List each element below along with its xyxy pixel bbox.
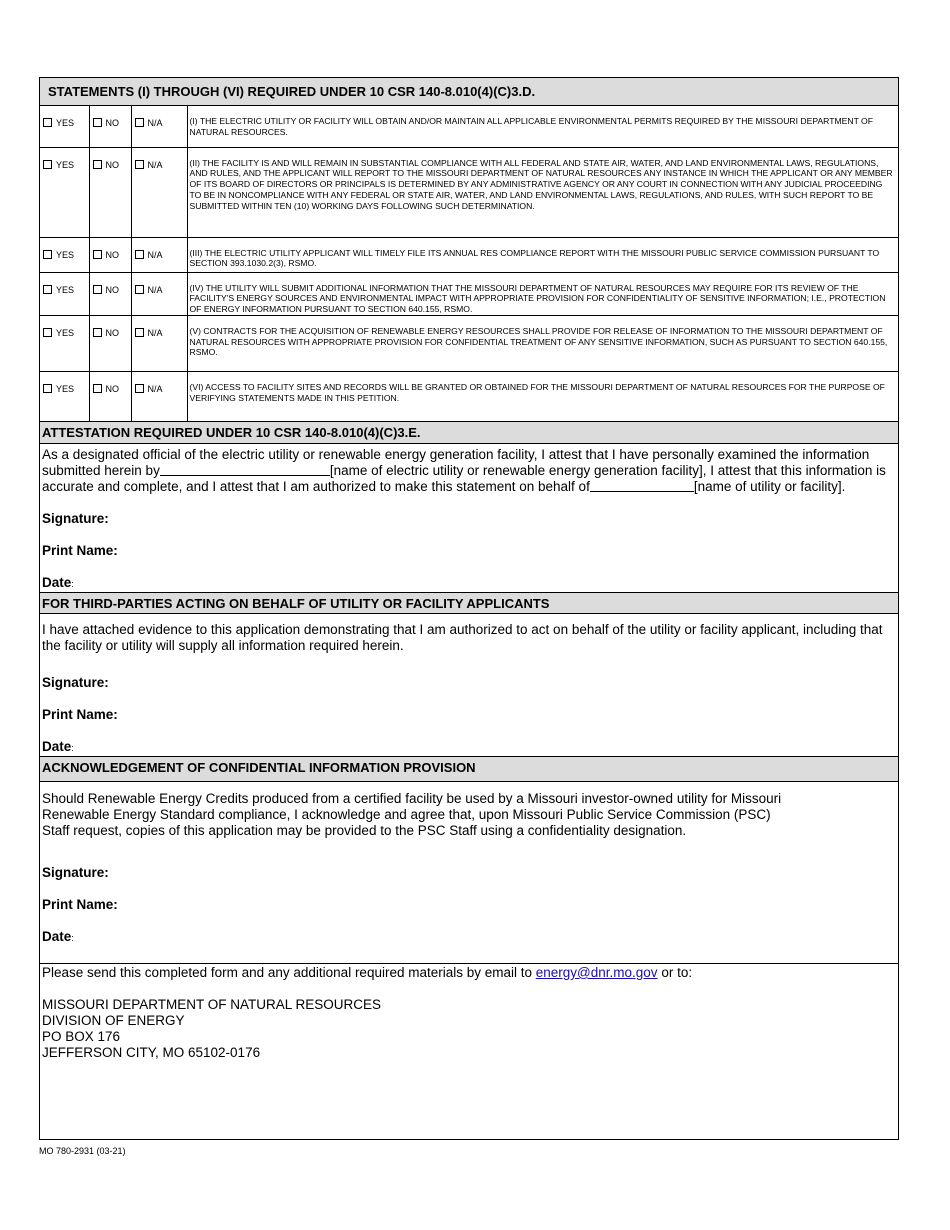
statement-row: [40, 371, 898, 421]
acknowledgement-text: Should Renewable Energy Credits produced from a certified facility be used by a Missouri investor-owned utility for Missouri Renewable Energy Standard compliance, I acknowledge and agree that, upon Missouri Public Service Commission (PSC) Staff request, copies of this application may be provided to the PSC Staff using a confidentiality designation.: [42, 790, 782, 838]
form-number: MO 780-2931 (03-21): [39, 1146, 126, 1156]
option-na[interactable]: N/A: [131, 272, 187, 315]
utility-name-blank-2[interactable]: [590, 479, 694, 492]
option-no[interactable]: NO: [89, 147, 131, 237]
checkbox-yes[interactable]: [43, 250, 52, 259]
print-name-label: Print Name:: [42, 542, 118, 558]
third-party-header: FOR THIRD-PARTIES ACTING ON BEHALF OF UTILITY OR FACILITY APPLICANTS: [40, 592, 898, 614]
checkbox-na[interactable]: [135, 384, 144, 393]
statement-row: [40, 272, 898, 315]
submission-section: [40, 964, 898, 1061]
statement-text: (II) THE FACILITY IS AND WILL REMAIN IN SUBSTANTIAL COMPLIANCE WITH ALL FEDERAL AND STATE AIR, WATER, AND LAND ENVIRONMENTAL LAWS, REGULATIONS, AND RULES, AND THE APPLICANT WILL REPORT TO THE MISSOURI DEPARTMENT OF NATURAL RESOURCES ANY INSTANCE IN WHICH THE APPLICANT OR ANY MEMBER OF ITS BOARD OF DIRECTORS OR PRINCIPALS IS DETERMINED BY ANY ADMINISTRATIVE AGENCY OR ANY COURT IN CONNECTION WITH ANY JUDICIAL PROCEEDING TO BE IN NONCOMPLIANCE WITH ANY FEDERAL OR STATE AIR, WATER, AND LAND ENVIRONMENTAL LAWS, REGULATIONS, AND RULES, WITH SUCH REPORT TO BE SUBMITTED WITHIN TEN (10) WORKING DAYS FOLLOWING SUCH DETERMINATION.: [187, 147, 898, 237]
checkbox-no[interactable]: [93, 160, 102, 169]
option-na[interactable]: N/A: [131, 371, 187, 421]
statements-header: STATEMENTS (I) THROUGH (VI) REQUIRED UNDER 10 CSR 140-8.010(4)(C)3.D.: [40, 78, 898, 106]
statement-row: [40, 237, 898, 272]
form-page: [39, 77, 899, 1140]
option-yes[interactable]: YES: [40, 315, 89, 371]
checkbox-na[interactable]: [135, 160, 144, 169]
checkbox-na[interactable]: [135, 328, 144, 337]
checkbox-no[interactable]: [93, 285, 102, 294]
statement-row: [40, 106, 898, 147]
checkbox-no[interactable]: [93, 118, 102, 127]
option-yes[interactable]: YES: [40, 371, 89, 421]
statement-text: (III) THE ELECTRIC UTILITY APPLICANT WILL TIMELY FILE ITS ANNUAL RES COMPLIANCE REPORT WITH THE MISSOURI PUBLIC SERVICE COMMISSION PURSUANT TO SECTION 393.1030.2(3), RSMO.: [187, 237, 898, 272]
acknowledgement-section: [40, 782, 898, 964]
statement-row: [40, 147, 898, 237]
option-no[interactable]: NO: [89, 106, 131, 147]
option-yes[interactable]: YES: [40, 272, 89, 315]
option-yes[interactable]: YES: [40, 106, 89, 147]
statement-text: (V) CONTRACTS FOR THE ACQUISITION OF RENEWABLE ENERGY RESOURCES SHALL PROVIDE FOR RELEASE OF INFORMATION TO THE MISSOURI DEPARTMENT OF NATURAL RESOURCES WITH APPROPRIATE PROVISION FOR CONFIDENTIAL TREATMENT OF ANY SENSITIVE INFORMATION, SUCH AS PURSUANT TO SECTION 640.155, RSMO.: [187, 315, 898, 371]
submission-text: Please send this completed form and any additional required materials by email to energy@dnr.mo.gov or to:: [42, 964, 693, 980]
option-na[interactable]: N/A: [131, 315, 187, 371]
print-name-label: Print Name:: [42, 706, 118, 722]
signature-label: Signature:: [42, 510, 109, 526]
checkbox-yes[interactable]: [43, 118, 52, 127]
signature-label: Signature:: [42, 674, 109, 690]
acknowledgement-header: ACKNOWLEDGEMENT OF CONFIDENTIAL INFORMATION PROVISION: [40, 756, 898, 782]
third-party-text: I have attached evidence to this application demonstrating that I am authorized to act on behalf of the utility or facility applicant, including that the facility or utility will supply all information required herein.: [42, 621, 883, 653]
checkbox-no[interactable]: [93, 384, 102, 393]
checkbox-yes[interactable]: [43, 160, 52, 169]
date-label: Date:: [42, 738, 74, 754]
checkbox-no[interactable]: [93, 328, 102, 337]
statement-text: (IV) THE UTILITY WILL SUBMIT ADDITIONAL INFORMATION THAT THE MISSOURI DEPARTMENT OF NATURAL RESOURCES MAY REQUIRE FOR ITS REVIEW OF THE FACILITY'S ENERGY SOURCES AND ENVIRONMENTAL IMPACT WITH APPROPRIATE PROVISION FOR CONFIDENTIALITY OF SENSITIVE INFORMATION; I.E., PROTECTION OF ENERGY INFORMATION PURSUANT TO SECTION 640.155, RSMO.: [187, 272, 898, 315]
checkbox-na[interactable]: [135, 118, 144, 127]
attestation-text: As a designated official of the electric utility or renewable energy generation facility, I attest that I have personally examined the information submitted herein by [name of electric utility or renewable energy generation facility], I attest that this information is accurate and complete, and I attest that I am authorized to make this statement on behalf of [name of utility or facility].: [42, 446, 886, 494]
option-no[interactable]: NO: [89, 371, 131, 421]
option-no[interactable]: NO: [89, 315, 131, 371]
option-no[interactable]: NO: [89, 272, 131, 315]
email-link[interactable]: energy@dnr.mo.gov: [535, 964, 658, 980]
utility-name-blank[interactable]: [160, 463, 330, 476]
option-yes[interactable]: YES: [40, 147, 89, 237]
attestation-section: [40, 444, 898, 592]
option-na[interactable]: N/A: [131, 147, 187, 237]
checkbox-no[interactable]: [93, 250, 102, 259]
third-party-section: [40, 614, 898, 756]
print-name-label: Print Name:: [42, 896, 118, 912]
date-label: Date:: [42, 928, 74, 944]
checkbox-na[interactable]: [135, 285, 144, 294]
statements-table: [40, 106, 898, 422]
signature-label: Signature:: [42, 864, 109, 880]
date-label: Date:: [42, 574, 74, 590]
statement-row: [40, 315, 898, 371]
checkbox-yes[interactable]: [43, 384, 52, 393]
statement-text: (I) THE ELECTRIC UTILITY OR FACILITY WILL OBTAIN AND/OR MAINTAIN ALL APPLICABLE ENVIRONMENTAL PERMITS REQUIRED BY THE MISSOURI DEPARTMENT OF NATURAL RESOURCES.: [187, 106, 898, 147]
option-no[interactable]: NO: [89, 237, 131, 272]
mailing-address: MISSOURI DEPARTMENT OF NATURAL RESOURCES DIVISION OF ENERGY PO BOX 176 JEFFERSON CITY, MO 65102-0176: [42, 996, 382, 1060]
attestation-header: ATTESTATION REQUIRED UNDER 10 CSR 140-8.010(4)(C)3.E.: [40, 422, 898, 444]
checkbox-na[interactable]: [135, 250, 144, 259]
checkbox-yes[interactable]: [43, 328, 52, 337]
checkbox-yes[interactable]: [43, 285, 52, 294]
option-yes[interactable]: YES: [40, 237, 89, 272]
option-na[interactable]: N/A: [131, 106, 187, 147]
statement-text: (VI) ACCESS TO FACILITY SITES AND RECORDS WILL BE GRANTED OR OBTAINED FOR THE MISSOURI DEPARTMENT OF NATURAL RESOURCES FOR THE PURPOSE OF VERIFYING STATEMENTS MADE IN THIS PETITION.: [187, 371, 898, 421]
option-na[interactable]: N/A: [131, 237, 187, 272]
